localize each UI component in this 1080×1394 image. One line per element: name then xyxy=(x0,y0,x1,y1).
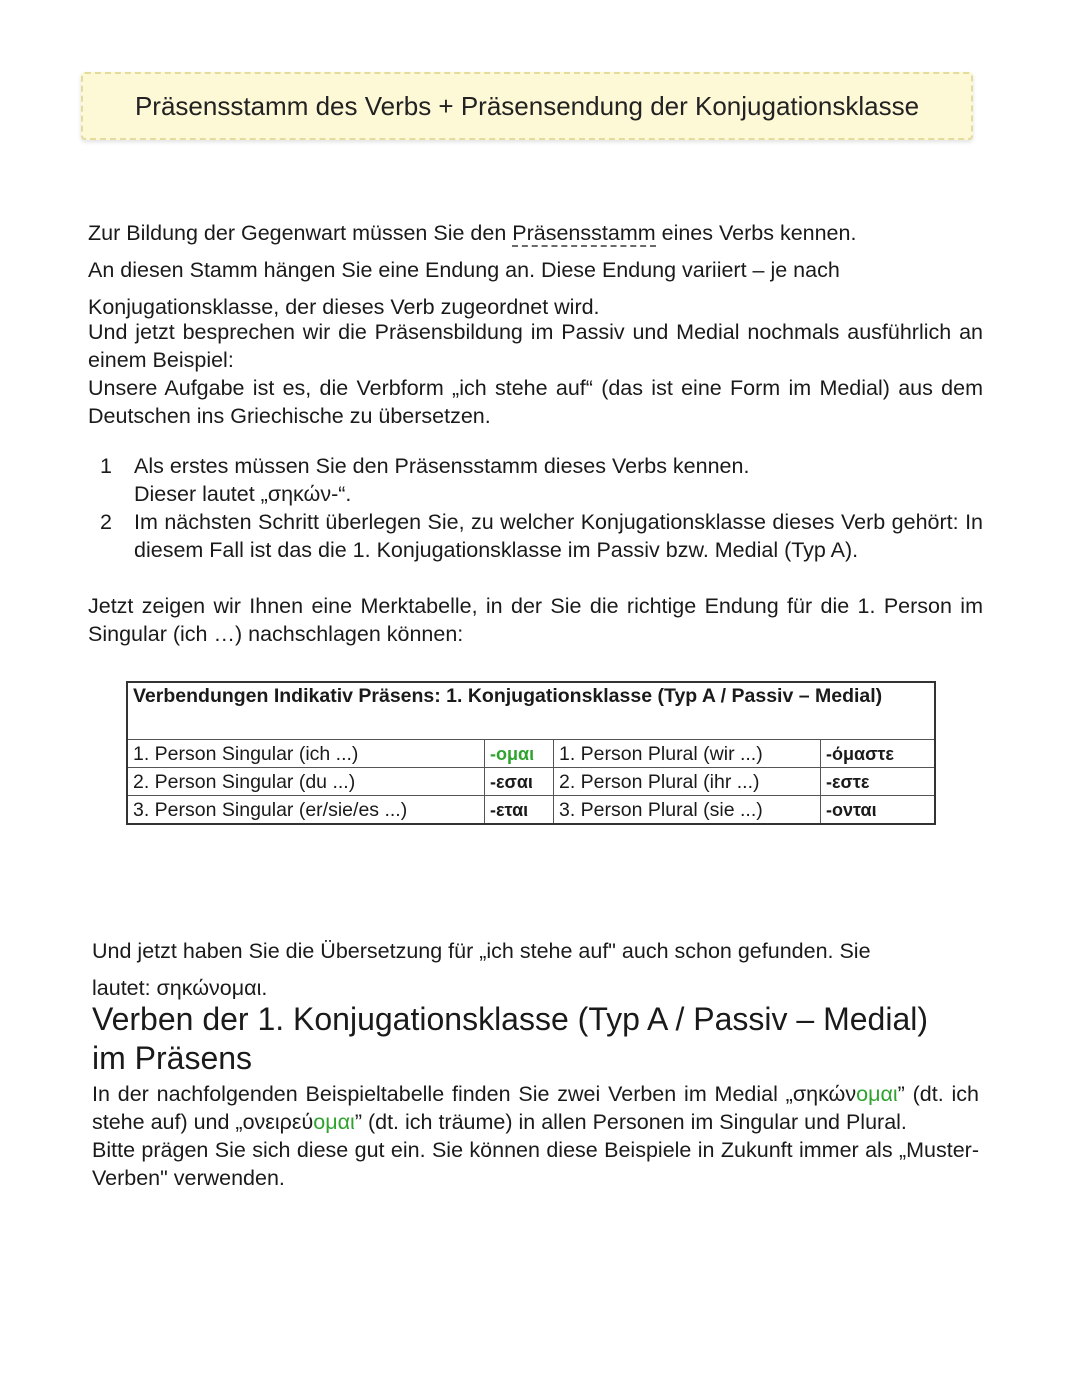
examples-text: In der nachfolgenden Beispieltabelle finden Sie zwei Verben im Medial „σηκών xyxy=(92,1082,857,1106)
plural-ending: -ονται xyxy=(821,796,936,825)
section-heading: Verben der 1. Konjugationsklasse (Typ A / Passiv – Medial) im Präsens xyxy=(92,1001,929,1076)
plural-ending: -όμαστε xyxy=(821,740,936,768)
singular-ending: -εσαι xyxy=(485,768,554,796)
examples-text: ” (dt. ich stehe auf) und „ονειρεύ xyxy=(92,1082,980,1134)
steps-list xyxy=(100,452,983,564)
result-paragraph xyxy=(92,933,982,1007)
table-header: Verbendungen Indikativ Präsens: 1. Konjugationsklasse (Typ A / Passiv – Medial) xyxy=(127,682,935,740)
table-header-row xyxy=(127,682,935,740)
singular-ending: -ομαι xyxy=(485,740,554,768)
intro-line-2: An diesen Stamm hängen Sie eine Endung an. Diese Endung variiert – je nach xyxy=(88,258,840,282)
examples-text: ” (dt. ich träume) in allen Personen im Singular und Plural. xyxy=(354,1110,907,1134)
step-line: Als erstes müssen Sie den Präsensstamm dieses Verbs kennen. xyxy=(134,454,750,478)
step-text xyxy=(134,452,983,508)
examples-sentence xyxy=(92,1080,979,1136)
term-praesensstamm: Präsensstamm xyxy=(512,221,656,245)
intro-paragraph xyxy=(88,215,968,321)
title-banner xyxy=(81,72,973,140)
intro-line-3: Konjugationsklasse, der dieses Verb zugeordnet wird. xyxy=(88,295,600,319)
plural-person: 1. Person Plural (wir ...) xyxy=(554,740,821,768)
intro-text: eines Verbs kennen. xyxy=(655,221,857,245)
intro-text: Zur Bildung der Gegenwart müssen Sie den xyxy=(88,221,513,245)
intro-line-1 xyxy=(88,215,968,252)
result-line-1: Und jetzt haben Sie die Übersetzung für „ich stehe auf" auch schon gefunden. Sie xyxy=(92,939,871,963)
list-item xyxy=(100,508,983,564)
table-row xyxy=(127,796,935,825)
singular-person: 2. Person Singular (du ...) xyxy=(127,768,485,796)
table-intro-paragraph: Jetzt zeigen wir Ihnen eine Merktabelle, in der Sie die richtige Endung für die 1. Person im Singular (ich …) nachschlagen können: xyxy=(88,594,983,646)
result-line-2: lautet: σηκώνομαι. xyxy=(92,976,268,1000)
memorize-sentence: Bitte prägen Sie sich diese gut ein. Sie können diese Beispiele in Zukunft immer als „Muster-Verben" verwenden. xyxy=(92,1138,979,1190)
table-row xyxy=(127,768,935,796)
table-row xyxy=(127,740,935,768)
plural-person: 2. Person Plural (ihr ...) xyxy=(554,768,821,796)
step-line: Dieser lautet „σηκών-“. xyxy=(134,482,352,506)
list-item xyxy=(100,452,983,508)
singular-ending: -εται xyxy=(485,796,554,825)
ending-highlight: ομαι xyxy=(856,1082,898,1106)
example-intro-paragraph xyxy=(88,318,983,430)
plural-person: 3. Person Plural (sie ...) xyxy=(554,796,821,825)
step-number: 2 xyxy=(100,510,112,534)
step-number: 1 xyxy=(100,454,112,478)
plural-ending: -εστε xyxy=(821,768,936,796)
examples-paragraph xyxy=(92,1080,979,1192)
task-sentence: Unsere Aufgabe ist es, die Verbform „ich stehe auf“ (das ist eine Form im Medial) aus dem Deutschen ins Griechische zu übersetzen. xyxy=(88,376,983,428)
endings-table xyxy=(126,681,936,825)
step-text: Im nächsten Schritt überlegen Sie, zu welcher Konjugationsklasse dieses Verb gehört: In diesem Fall ist das die 1. Konjugationsklasse im Passiv bzw. Medial (Typ A). xyxy=(134,510,983,562)
singular-person: 1. Person Singular (ich ...) xyxy=(127,740,485,768)
banner-title: Präsensstamm des Verbs + Präsensendung der Konjugationsklasse xyxy=(134,90,920,121)
ending-highlight: ομαι xyxy=(313,1110,355,1134)
singular-person: 3. Person Singular (er/sie/es ...) xyxy=(127,796,485,825)
example-intro-sentence: Und jetzt besprechen wir die Präsensbildung im Passiv und Medial nochmals ausführlich an einem Beispiel: xyxy=(88,320,983,372)
